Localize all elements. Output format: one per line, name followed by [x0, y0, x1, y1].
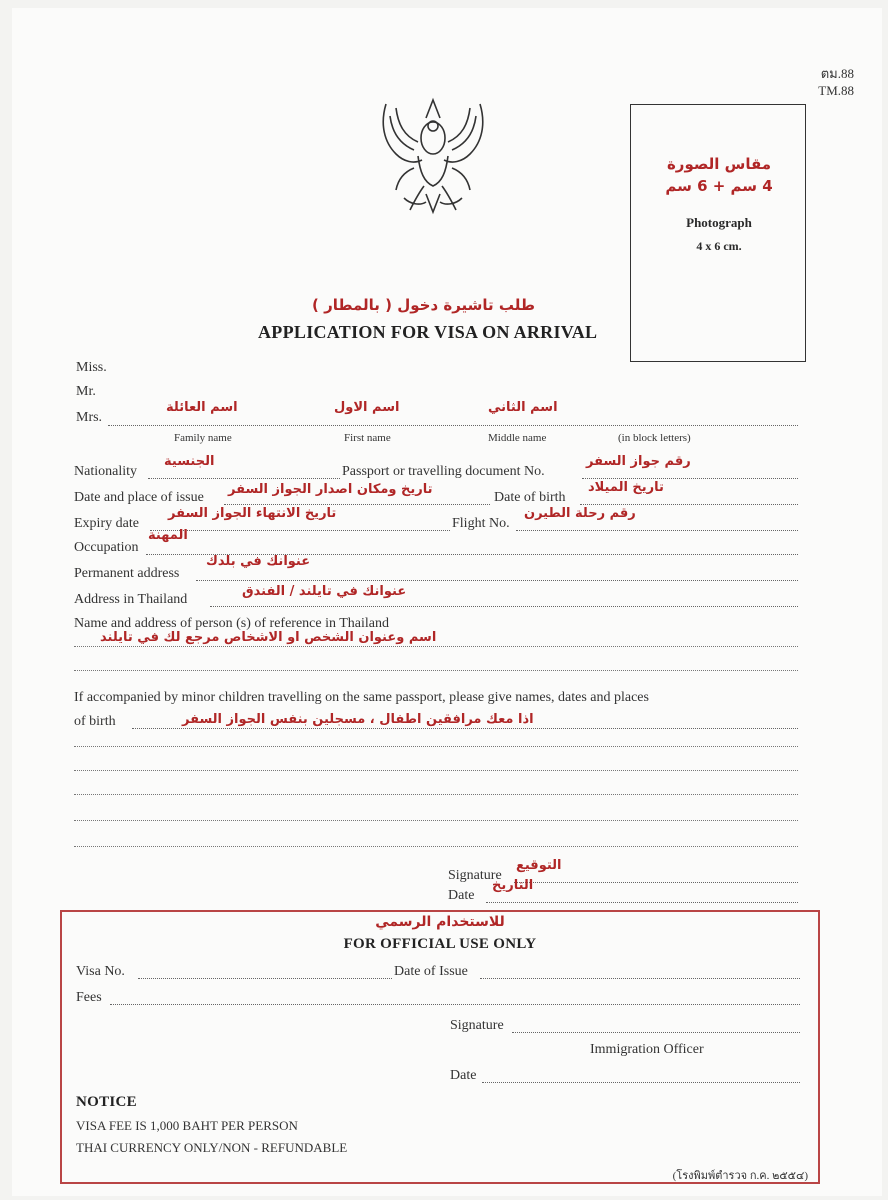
first-name-arabic: اسم الاول [334, 400, 400, 415]
block-letters-note: (in block letters) [618, 432, 691, 444]
middle-name-arabic: اسم الثاني [488, 400, 558, 415]
reference-line-1[interactable] [74, 646, 798, 647]
date-of-issue-field[interactable] [480, 978, 800, 979]
officer-signature-field[interactable] [512, 1032, 800, 1033]
middle-name-label: Middle name [488, 432, 547, 444]
issue-arabic: تاريخ ومكان اصدار الجواز السفر [228, 482, 433, 497]
permanent-address-field[interactable] [196, 580, 798, 581]
thailand-address-field[interactable] [210, 606, 798, 607]
notice-line-1: VISA FEE IS 1,000 BAHT PER PERSON [76, 1118, 298, 1133]
photo-arabic-line1: مقاس الصورة [666, 155, 772, 173]
officer-date-label: Date [450, 1068, 477, 1083]
photo-label: Photograph [686, 215, 752, 230]
permanent-address-label: Permanent address [74, 566, 180, 581]
children-line-4[interactable] [74, 820, 798, 821]
birth-field[interactable] [580, 504, 798, 505]
family-name-label: Family name [174, 432, 232, 444]
officer-signature-label: Signature [450, 1018, 504, 1033]
passport-arabic: رقم جواز السفر [586, 454, 691, 469]
photo-size: 4 x 6 cm. [696, 239, 742, 253]
expiry-label: Expiry date [74, 516, 139, 531]
first-name-label: First name [344, 432, 391, 444]
date-label: Date [448, 888, 475, 903]
passport-label: Passport or travelling document No. [342, 464, 545, 479]
page-title: APPLICATION FOR VISA ON ARRIVAL [258, 322, 598, 342]
date-field[interactable] [486, 902, 798, 903]
children-instructions: If accompanied by minor children travelling on the same passport, please give names, dates and places [74, 690, 649, 705]
children-field[interactable] [132, 728, 798, 729]
fees-label: Fees [76, 990, 102, 1005]
printer-footer: (โรงพิมพ์ตำรวจ ก.ค. ๒๕๕๔) [672, 1170, 808, 1182]
flight-field[interactable] [516, 530, 798, 531]
form-number-latin: TM.88 [818, 83, 854, 98]
signature-label: Signature [448, 868, 502, 883]
issue-label: Date and place of issue [74, 490, 204, 505]
fees-field[interactable] [110, 1004, 800, 1005]
nationality-field[interactable] [148, 478, 340, 479]
reference-arabic: اسم وعنوان الشخص او الاشخاص مرجع لك في تايلند [100, 630, 437, 645]
occupation-label: Occupation [74, 540, 139, 555]
official-title: FOR OFFICIAL USE ONLY [343, 936, 537, 952]
children-arabic: اذا معك مرافقين اطفال ، مسجلين بنفس الجواز السفر [182, 712, 534, 727]
issue-field[interactable] [224, 504, 490, 505]
title-mr: Mr. [76, 384, 96, 399]
thailand-address-label: Address in Thailand [74, 592, 188, 607]
visa-no-label: Visa No. [76, 964, 125, 979]
visa-no-field[interactable] [138, 978, 392, 979]
reference-label: Name and address of person (s) of reference in Thailand [74, 616, 389, 631]
expiry-field[interactable] [150, 530, 450, 531]
form-number-thai: ตม.88 [820, 66, 854, 81]
birth-label: Date of birth [494, 490, 566, 505]
official-use-box [60, 910, 820, 1184]
birth-arabic: تاريخ الميلاد [588, 480, 664, 495]
permanent-address-arabic: عنوانك في بلدك [206, 554, 311, 569]
nationality-label: Nationality [74, 464, 137, 479]
title-mrs: Mrs. [76, 410, 103, 425]
name-line[interactable] [108, 425, 798, 426]
flight-arabic: رقم رحلة الطيرن [524, 506, 636, 521]
children-line-1[interactable] [74, 746, 798, 747]
photo-box [630, 104, 806, 362]
children-instructions-cont: of birth [74, 714, 116, 729]
immigration-officer-label: Immigration Officer [590, 1042, 704, 1057]
garuda-emblem-icon [374, 94, 492, 218]
official-arabic: للاستخدام الرسمي [375, 914, 505, 930]
passport-field[interactable] [582, 478, 798, 479]
visa-form-page [12, 8, 882, 1196]
title-miss: Miss. [76, 360, 107, 375]
expiry-arabic: تاريخ الانتهاء الجواز السفر [168, 506, 337, 521]
nationality-arabic: الجنسية [164, 454, 215, 469]
notice-title: NOTICE [76, 1094, 137, 1110]
date-of-issue-label: Date of Issue [394, 964, 468, 979]
occupation-arabic: المهنة [148, 528, 188, 543]
children-line-3[interactable] [74, 794, 798, 795]
family-name-arabic: اسم العائلة [166, 400, 238, 415]
photo-arabic-line2: 4 سم + 6 سم [665, 177, 773, 195]
title-arabic: طلب تاشيرة دخول ( بالمطار ) [312, 296, 536, 314]
thailand-address-arabic: عنوانك في تايلند / الفندق [242, 584, 407, 599]
signature-arabic: التوقيع [516, 858, 562, 873]
children-line-5[interactable] [74, 846, 798, 847]
date-arabic: التاريخ [492, 878, 534, 893]
signature-field[interactable] [514, 882, 798, 883]
children-line-2[interactable] [74, 770, 798, 771]
officer-date-field[interactable] [482, 1082, 800, 1083]
flight-label: Flight No. [452, 516, 510, 531]
reference-line-2[interactable] [74, 670, 798, 671]
notice-line-2: THAI CURRENCY ONLY/NON - REFUNDABLE [76, 1140, 348, 1155]
